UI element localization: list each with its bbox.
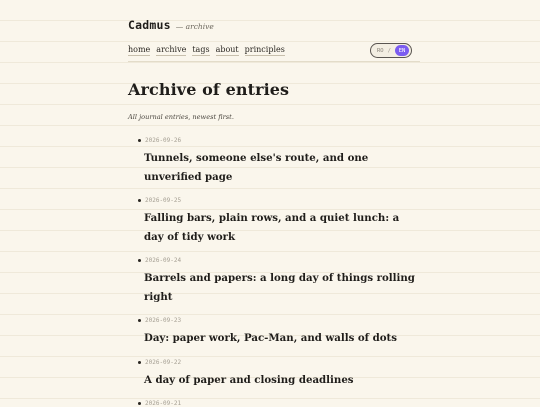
nav-tags[interactable]: tags [192, 45, 210, 54]
entry-date: 2026-09-23 [145, 317, 182, 324]
lang-option-en[interactable]: EN [395, 45, 409, 56]
page-title: Archive of entries [128, 80, 290, 99]
lang-separator: / [387, 47, 391, 54]
entry-title-link[interactable]: Tunnels, someone else's route, and one unverified page [144, 152, 369, 183]
entry-date: 2026-09-21 [145, 400, 182, 407]
language-toggle[interactable] [370, 43, 412, 58]
entry-title-link[interactable]: Barrels and papers: a long day of things rolling right [144, 272, 415, 303]
entry-title-link[interactable]: Falling bars, plain rows, and a quiet lunch: a day of tidy work [144, 212, 400, 243]
site-title-link[interactable]: Cadmus [128, 18, 171, 32]
main-nav [128, 45, 285, 56]
site-subtitle: — archive [175, 22, 214, 31]
entry-date: 2026-09-24 [145, 257, 182, 264]
bullet-icon [138, 199, 141, 202]
bullet-icon [138, 259, 141, 262]
entry-date: 2026-09-22 [145, 359, 182, 366]
nav-principles[interactable]: principles [244, 45, 285, 54]
bullet-icon [138, 319, 141, 322]
nav-about[interactable]: about [215, 45, 239, 54]
bullet-icon [138, 139, 141, 142]
entry-date: 2026-09-26 [145, 137, 182, 144]
entry-title-link[interactable]: A day of paper and closing deadlines [144, 374, 354, 386]
page-intro: All journal entries, newest first. [128, 113, 234, 121]
nav-archive[interactable]: archive [156, 45, 187, 54]
lang-option-ro[interactable]: RO [377, 47, 384, 54]
entry-date: 2026-09-25 [145, 197, 182, 204]
entry-title-link[interactable]: Day: paper work, Pac-Man, and walls of dots [144, 332, 397, 344]
nav-home[interactable]: home [128, 45, 151, 54]
header-divider [128, 61, 420, 62]
site-header [128, 18, 214, 32]
bullet-icon [138, 361, 141, 364]
